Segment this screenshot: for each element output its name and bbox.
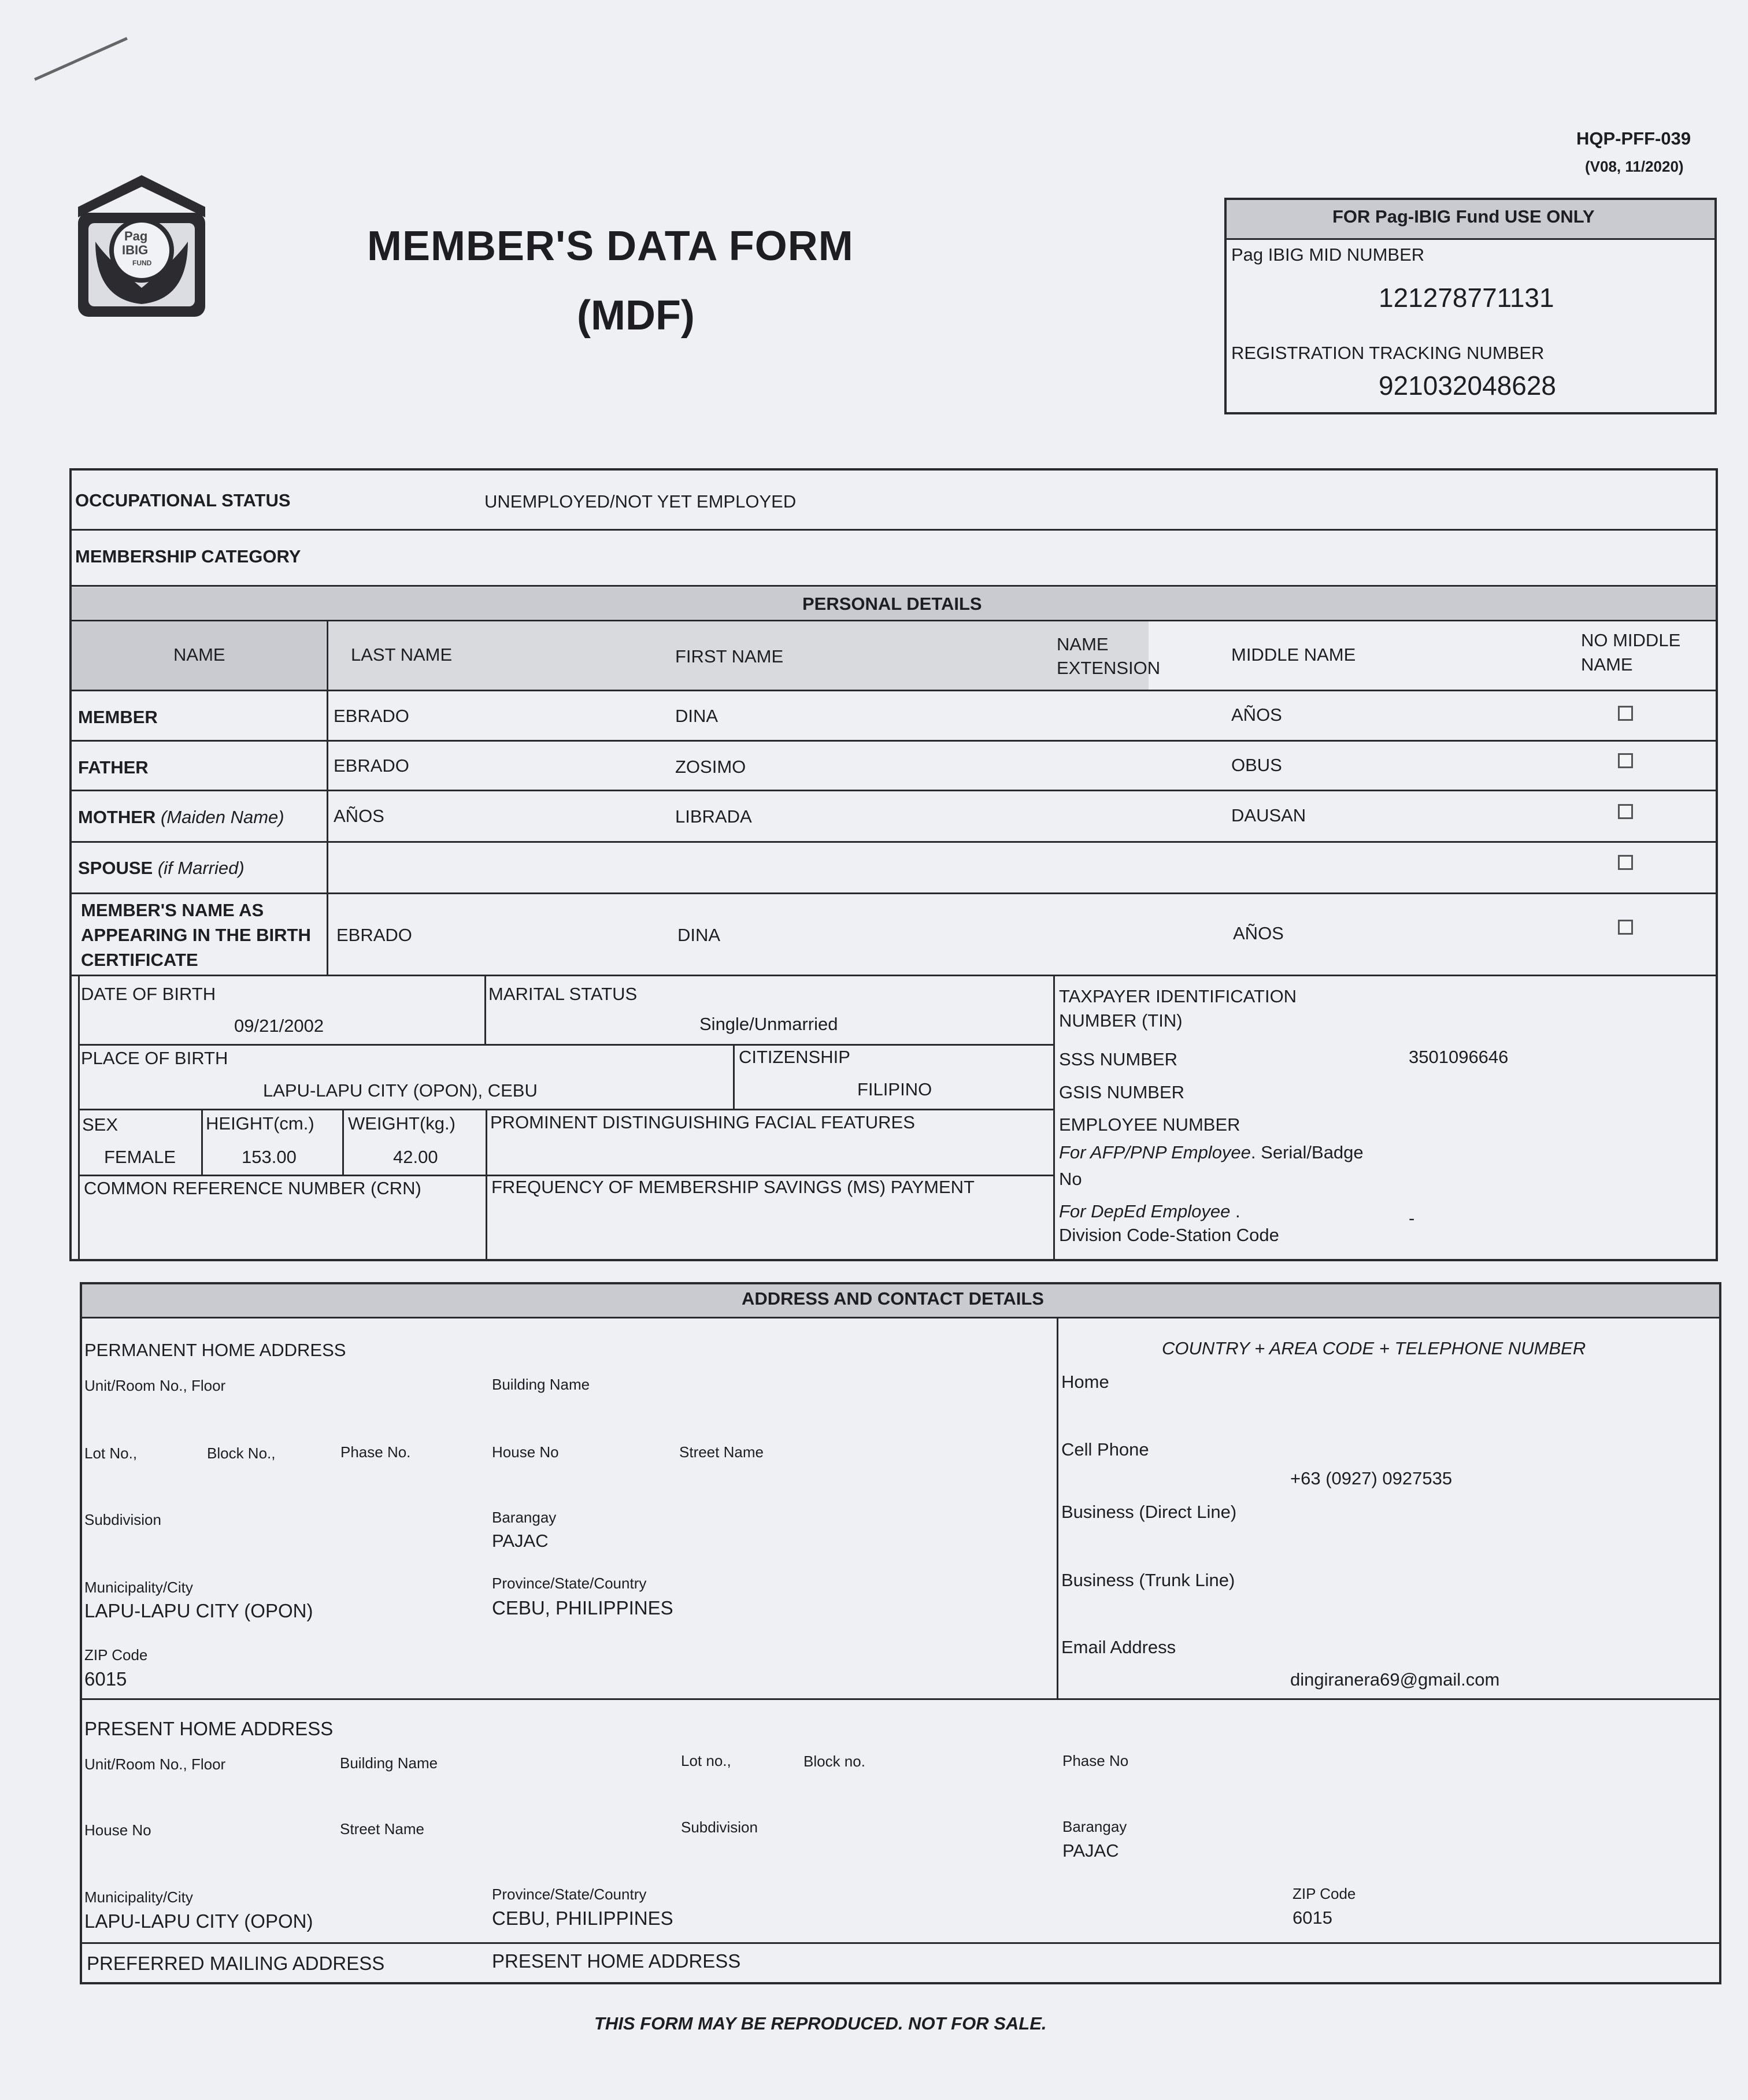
form-code: HQP-PFF-039 <box>1576 128 1691 149</box>
perm-unit-label: Unit/Room No., Floor <box>84 1377 226 1394</box>
deped-label-2: Division Code-Station Code <box>1059 1225 1279 1245</box>
birth-cert-middle-name: AÑOS <box>1233 923 1284 943</box>
birth-cert-no-middle-checkbox[interactable] <box>1618 920 1633 935</box>
fund-use-heading: FOR Pag-IBIG Fund USE ONLY <box>1332 206 1595 227</box>
col-no-middle-1: NO MIDDLE <box>1581 630 1681 650</box>
pres-city-value: LAPU-LAPU CITY (OPON) <box>84 1910 313 1932</box>
dob-label: DATE OF BIRTH <box>81 984 216 1004</box>
pres-barangay-value: PAJAC <box>1062 1840 1119 1861</box>
mother-middle-name: DAUSAN <box>1231 805 1306 825</box>
present-address-heading: PRESENT HOME ADDRESS <box>84 1718 334 1739</box>
pres-zip-value: 6015 <box>1293 1908 1332 1928</box>
pres-province-value: CEBU, PHILIPPINES <box>492 1908 673 1929</box>
dob-value: 09/21/2002 <box>234 1016 324 1036</box>
col-extension-2: EXTENSION <box>1057 658 1161 678</box>
perm-province-label: Province/State/Country <box>492 1575 647 1592</box>
rtn-value: 921032048628 <box>1379 371 1556 401</box>
spouse-no-middle-checkbox[interactable] <box>1618 855 1633 870</box>
perm-block-label: Block No., <box>207 1445 276 1462</box>
row-mother-label: MOTHER (Maiden Name) <box>78 807 284 827</box>
weight-value: 42.00 <box>393 1147 438 1167</box>
mid-number-value: 121278771131 <box>1379 283 1554 313</box>
perm-subdivision-label: Subdivision <box>84 1511 161 1528</box>
father-middle-name: OBUS <box>1231 755 1282 775</box>
member-last-name: EBRADO <box>334 706 409 726</box>
pres-zip-label: ZIP Code <box>1293 1885 1356 1902</box>
mother-first-name: LIBRADA <box>675 806 752 827</box>
marital-status-label: MARITAL STATUS <box>488 984 638 1004</box>
sex-value: FEMALE <box>104 1147 176 1167</box>
occupational-status-value: UNEMPLOYED/NOT YET EMPLOYED <box>484 491 797 512</box>
deped-label-1: For DepEd Employee . <box>1059 1201 1240 1221</box>
mailing-address-value: PRESENT HOME ADDRESS <box>492 1950 741 1972</box>
afp-label-2: No <box>1059 1169 1082 1189</box>
perm-building-label: Building Name <box>492 1376 590 1393</box>
pres-city-label: Municipality/City <box>84 1888 193 1906</box>
cell-phone-label: Cell Phone <box>1061 1439 1149 1460</box>
perm-city-label: Municipality/City <box>84 1579 193 1596</box>
pres-province-label: Province/State/Country <box>492 1886 647 1903</box>
mailing-address-label: PREFERRED MAILING ADDRESS <box>87 1953 385 1974</box>
col-last-name: LAST NAME <box>351 645 453 665</box>
row-spouse-label: SPOUSE (if Married) <box>78 858 245 878</box>
pres-street-label: Street Name <box>340 1820 424 1838</box>
perm-barangay-value: PAJAC <box>492 1531 549 1551</box>
father-first-name: ZOSIMO <box>675 757 746 777</box>
birth-cert-first-name: DINA <box>677 925 721 945</box>
rtn-label: REGISTRATION TRACKING NUMBER <box>1231 343 1545 363</box>
col-name: NAME <box>173 645 225 665</box>
col-extension-1: NAME <box>1057 634 1109 654</box>
pres-subdivision-label: Subdivision <box>681 1818 758 1836</box>
cell-phone-value: +63 (0927) 0927535 <box>1290 1468 1453 1488</box>
pres-phase-label: Phase No <box>1062 1752 1129 1769</box>
address-section <box>80 1282 1721 1984</box>
birth-cert-label-2: APPEARING IN THE BIRTH <box>81 925 311 945</box>
contact-heading: COUNTRY + AREA CODE + TELEPHONE NUMBER <box>1162 1338 1586 1358</box>
member-first-name: DINA <box>675 706 719 726</box>
perm-zip-label: ZIP Code <box>84 1646 148 1664</box>
perm-barangay-label: Barangay <box>492 1509 557 1526</box>
mid-number-label: Pag IBIG MID NUMBER <box>1231 245 1425 265</box>
permanent-address-heading: PERMANENT HOME ADDRESS <box>84 1340 346 1360</box>
business-trunk-label: Business (Trunk Line) <box>1061 1570 1235 1590</box>
form-title-line1: MEMBER'S DATA FORM <box>367 223 854 269</box>
place-of-birth-value: LAPU-LAPU CITY (OPON), CEBU <box>263 1080 538 1101</box>
ms-frequency-label: FREQUENCY OF MEMBERSHIP SAVINGS (MS) PAYMENT <box>491 1177 975 1197</box>
pres-barangay-label: Barangay <box>1062 1818 1127 1835</box>
gsis-label: GSIS NUMBER <box>1059 1082 1185 1102</box>
perm-lot-label: Lot No., <box>84 1445 138 1462</box>
height-value: 153.00 <box>242 1147 297 1167</box>
father-last-name: EBRADO <box>334 755 409 776</box>
employee-number-label: EMPLOYEE NUMBER <box>1059 1114 1240 1135</box>
home-phone-label: Home <box>1061 1372 1109 1392</box>
pres-unit-label: Unit/Room No., Floor <box>84 1755 226 1773</box>
afp-label-1: For AFP/PNP Employee. Serial/Badge <box>1059 1142 1364 1162</box>
birth-cert-last-name: EBRADO <box>336 925 412 945</box>
member-middle-name: AÑOS <box>1231 705 1282 725</box>
deped-value: - <box>1409 1208 1415 1228</box>
pres-block-label: Block no. <box>803 1753 865 1770</box>
marital-status-value: Single/Unmarried <box>699 1014 838 1034</box>
pres-building-label: Building Name <box>340 1754 438 1772</box>
sss-label: SSS NUMBER <box>1059 1049 1177 1069</box>
citizenship-label: CITIZENSHIP <box>739 1047 850 1067</box>
perm-province-value: CEBU, PHILIPPINES <box>492 1597 673 1618</box>
crn-label: COMMON REFERENCE NUMBER (CRN) <box>84 1178 421 1198</box>
height-label: HEIGHT(cm.) <box>206 1113 314 1134</box>
col-middle-name: MIDDLE NAME <box>1231 645 1356 665</box>
perm-zip-value: 6015 <box>84 1668 127 1690</box>
staple-mark <box>34 37 128 81</box>
col-no-middle-2: NAME <box>1581 654 1633 675</box>
tin-label-2: NUMBER (TIN) <box>1059 1010 1183 1031</box>
mother-last-name: AÑOS <box>334 806 384 826</box>
mother-no-middle-checkbox[interactable] <box>1618 804 1633 819</box>
pres-lot-label: Lot no., <box>681 1752 731 1769</box>
address-heading: ADDRESS AND CONTACT DETAILS <box>742 1288 1044 1309</box>
tin-label-1: TAXPAYER IDENTIFICATION <box>1059 986 1297 1006</box>
business-direct-label: Business (Direct Line) <box>1061 1502 1237 1522</box>
email-label: Email Address <box>1061 1637 1176 1657</box>
row-father-label: FATHER <box>78 757 149 777</box>
perm-city-value: LAPU-LAPU CITY (OPON) <box>84 1600 313 1621</box>
form-title-line2: (MDF) <box>577 292 695 339</box>
sex-label: SEX <box>82 1114 118 1135</box>
citizenship-value: FILIPINO <box>857 1079 932 1099</box>
row-member-label: MEMBER <box>78 707 158 727</box>
footer-note: THIS FORM MAY BE REPRODUCED. NOT FOR SALE. <box>594 2013 1047 2034</box>
personal-details-heading: PERSONAL DETAILS <box>802 594 982 614</box>
member-no-middle-checkbox[interactable] <box>1618 706 1633 721</box>
pres-house-label: House No <box>84 1821 151 1839</box>
pagibig-logo: Pag IBIG FUND <box>72 172 211 320</box>
perm-street-label: Street Name <box>679 1443 764 1461</box>
sss-value: 3501096646 <box>1409 1047 1509 1067</box>
col-first-name: FIRST NAME <box>675 646 784 666</box>
membership-category-label: MEMBERSHIP CATEGORY <box>75 546 301 566</box>
birth-cert-label-3: CERTIFICATE <box>81 950 198 970</box>
weight-label: WEIGHT(kg.) <box>348 1113 455 1134</box>
occupational-status-label: OCCUPATIONAL STATUS <box>75 490 291 510</box>
place-of-birth-label: PLACE OF BIRTH <box>81 1048 228 1068</box>
father-no-middle-checkbox[interactable] <box>1618 753 1633 768</box>
facial-features-label: PROMINENT DISTINGUISHING FACIAL FEATURES <box>490 1112 915 1132</box>
perm-phase-label: Phase No. <box>340 1443 411 1461</box>
form-version: (V08, 11/2020) <box>1585 158 1684 175</box>
birth-cert-label-1: MEMBER'S NAME AS <box>81 900 264 920</box>
perm-house-label: House No <box>492 1443 559 1461</box>
email-value: dingiranera69@gmail.com <box>1290 1669 1500 1690</box>
